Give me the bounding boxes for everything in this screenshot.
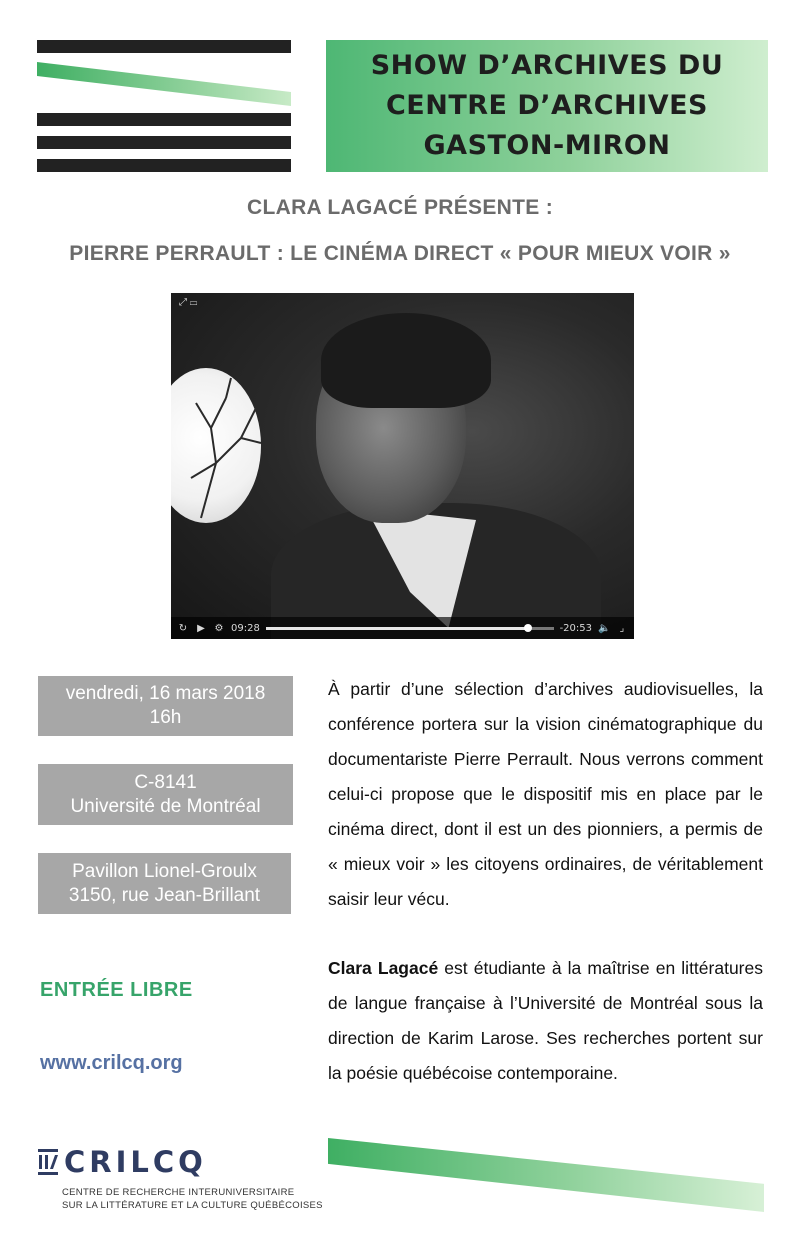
subtitle-line: CENTRE DE RECHERCHE INTERUNIVERSITAIRE [62, 1187, 295, 1198]
fullscreen-icon[interactable]: ⤢ ▭ [179, 297, 198, 308]
remaining-time: -20:53 [559, 622, 592, 634]
presenter-heading: CLARA LAGACÉ PRÉSENTE : [247, 196, 553, 219]
stripe [37, 159, 291, 172]
title-line: GASTON-MIRON [423, 130, 671, 161]
stripe [37, 113, 291, 126]
event-university: Université de Montréal [70, 795, 261, 817]
seek-handle[interactable] [524, 624, 532, 632]
room-box [38, 764, 293, 825]
green-diagonal-stripe [37, 62, 291, 106]
event-title-box [326, 40, 768, 172]
event-time: 16h [149, 707, 182, 728]
settings-icon[interactable]: ⚙ [214, 622, 224, 634]
event-room: C-8141 [134, 771, 197, 793]
volume-icon[interactable]: 🔈 [598, 622, 611, 634]
event-address: 3150, rue Jean-Brillant [68, 884, 261, 906]
crilcq-wordmark: CRILCQ [64, 1145, 207, 1179]
video-frame [171, 293, 634, 639]
seek-bar[interactable] [266, 627, 554, 630]
free-entry-label: ENTRÉE LIBRE [40, 979, 193, 1001]
title-line: CENTRE D’ARCHIVES [385, 90, 708, 121]
address-box [38, 853, 291, 914]
event-title [371, 46, 724, 166]
elapsed-time: 09:28 [231, 622, 260, 634]
speaker-bio [328, 951, 763, 1091]
subtitle-line: SUR LA LITTÉRATURE ET LA CULTURE QUÉBÉCOISES [62, 1200, 323, 1211]
speaker-bio-text: est étudiante à la maîtrise en littératures de langue française à l’Université de Montréal sous la direction de Karim Larose. Ses recherches portent sur la poésie québécoise contemporaine. [328, 958, 763, 1083]
stripe [37, 40, 291, 53]
play-icon[interactable]: ▶ [197, 622, 205, 634]
talk-title: PIERRE PERRAULT : LE CINÉMA DIRECT « POUR MIEUX VOIR » [69, 242, 731, 265]
expand-icon[interactable]: ⌟ [619, 622, 625, 634]
person-hair [321, 313, 491, 408]
stripe [37, 136, 291, 149]
speaker-name: Clara Lagacé [328, 958, 439, 978]
replay-icon[interactable]: ↻ [178, 622, 188, 634]
seek-bar-fill [266, 627, 528, 630]
video-controls [171, 617, 634, 639]
tree-branches [171, 368, 271, 528]
title-line: SHOW D’ARCHIVES DU [370, 50, 724, 81]
event-date: vendredi, 16 mars 2018 [65, 683, 266, 704]
footer-green-band [328, 1138, 764, 1212]
crilcq-subtitle [62, 1186, 362, 1212]
website-link[interactable]: www.crilcq.org [40, 1052, 183, 1074]
crilcq-logo-mark-icon [38, 1149, 58, 1175]
date-box [38, 676, 293, 736]
event-pavilion: Pavillon Lionel-Groulx [72, 860, 257, 882]
talk-description: À partir d’une sélection d’archives audiovisuelles, la conférence portera sur la vision cinématographique du documentariste Pierre Perrault. Nous verrons comment celui-ci propose que le dispositif mis en place par le cinéma direct, dont il est un des pionniers, a permis de « mieux voir » les citoyens ordinaires, de véritablement saisir leur vécu. [328, 679, 763, 909]
video-player[interactable] [171, 293, 634, 639]
